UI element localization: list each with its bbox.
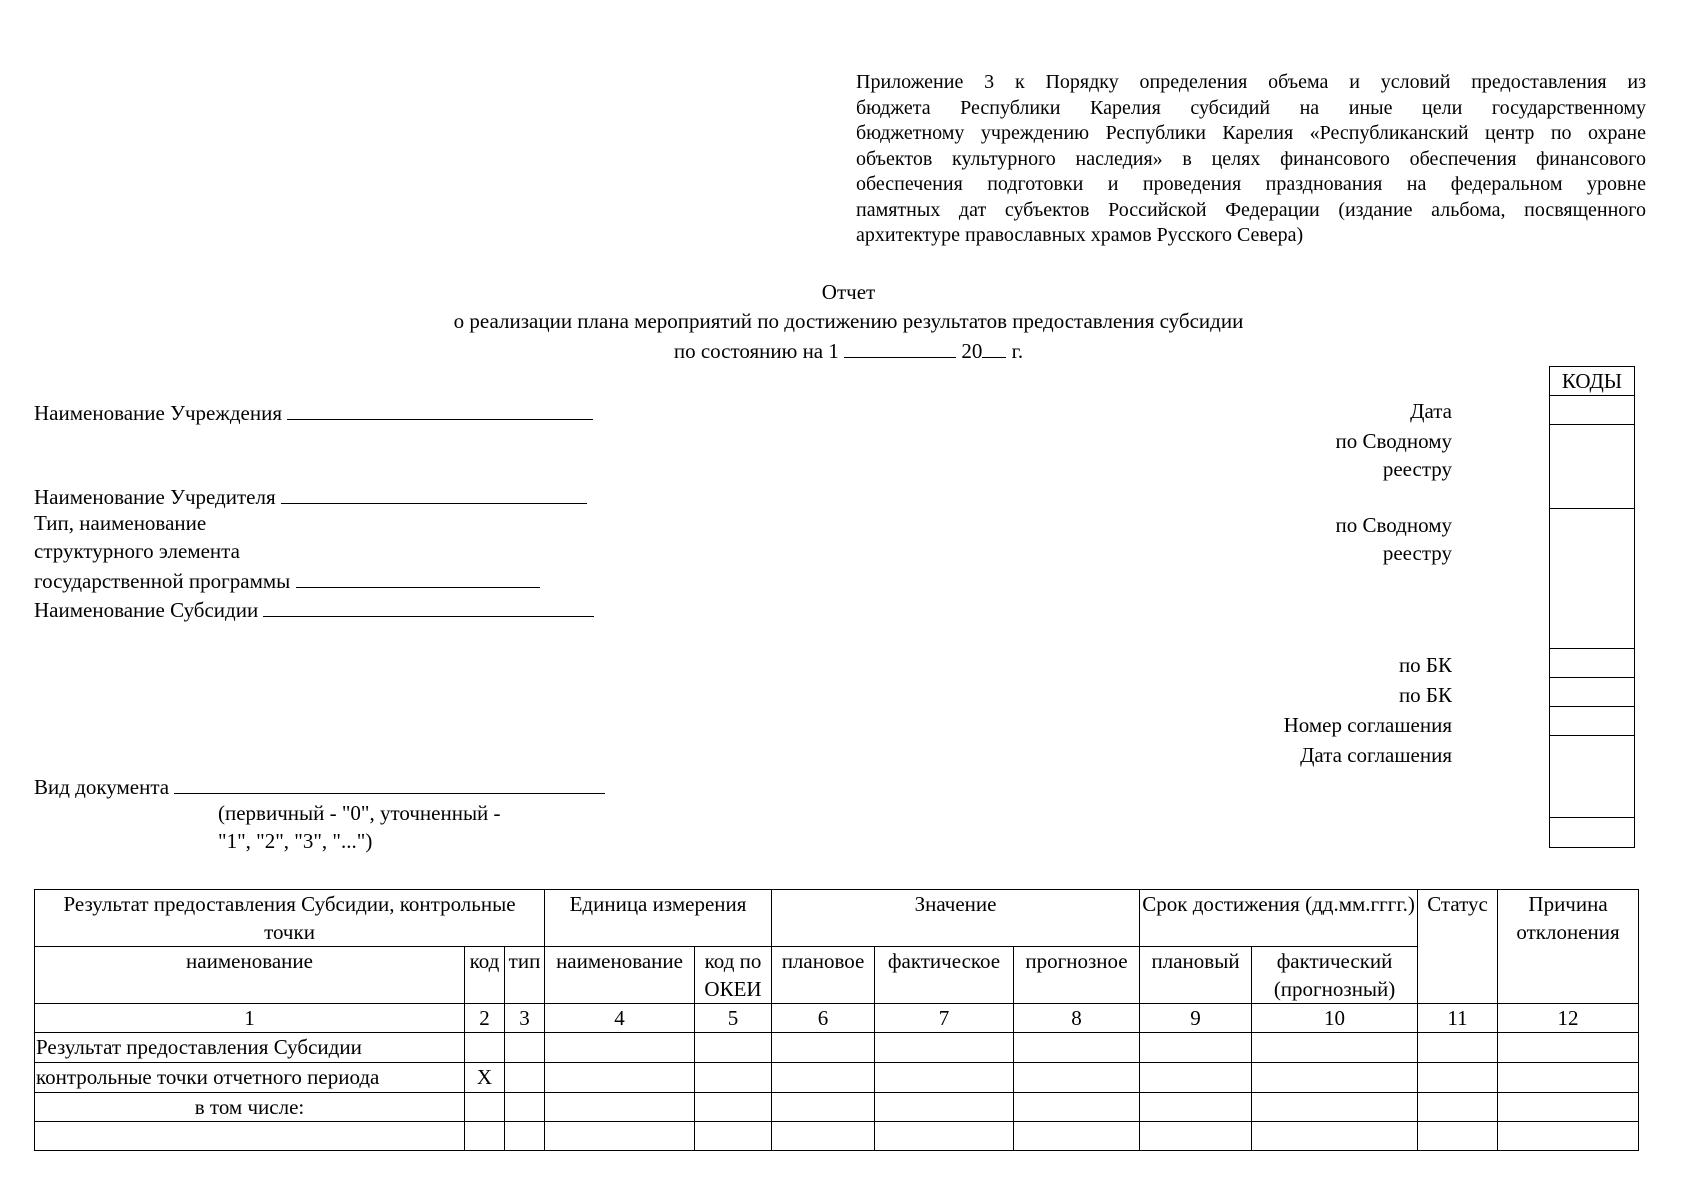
column-number: 5 xyxy=(695,1004,772,1033)
type-label-2: структурного элемента xyxy=(34,539,240,563)
table-cell[interactable] xyxy=(772,1033,875,1063)
subheader-okei: код по ОКЕИ xyxy=(695,947,772,1004)
subheader-type: тип xyxy=(505,947,545,1004)
column-number: 11 xyxy=(1418,1004,1498,1033)
table-cell[interactable] xyxy=(1252,1033,1418,1063)
codes-agreement-number-cell[interactable] xyxy=(1550,707,1635,736)
codes-table xyxy=(1549,366,1635,848)
subsidy-field xyxy=(34,596,594,623)
codes-doc-type-cell[interactable] xyxy=(1550,818,1635,848)
column-number: 3 xyxy=(505,1004,545,1033)
table-cell[interactable] xyxy=(772,1063,875,1093)
codes-registry2-label-b: реестру xyxy=(1382,541,1452,565)
table-cell[interactable] xyxy=(1140,1093,1252,1122)
table-cell[interactable] xyxy=(875,1122,1014,1151)
column-number: 8 xyxy=(1014,1004,1140,1033)
table-cell[interactable] xyxy=(505,1033,545,1063)
row-including-label: в том числе: xyxy=(35,1093,465,1122)
date-year-prefix: 20 xyxy=(961,339,983,363)
annex-line: Приложение 3 к Порядку определения объема и условий предоставления из xyxy=(856,71,1646,93)
codes-date-cell[interactable] xyxy=(1550,396,1635,425)
table-cell[interactable] xyxy=(772,1122,875,1151)
table-cell[interactable] xyxy=(465,1122,505,1151)
founder-label: Наименование Учредителя xyxy=(34,485,276,509)
table-cell[interactable] xyxy=(505,1122,545,1151)
codes-agreement-date-cell[interactable] xyxy=(1550,736,1635,818)
subsidy-label: Наименование Субсидии xyxy=(34,598,259,622)
column-number: 2 xyxy=(465,1004,505,1033)
table-cell[interactable] xyxy=(505,1093,545,1122)
founder-blank[interactable] xyxy=(281,483,587,504)
annex-line: архитектуре православных храмов Русского Севера) xyxy=(856,224,1304,246)
type-label-3: государственной программы xyxy=(34,569,291,593)
header-reason: Причина отклонения xyxy=(1498,890,1639,1004)
codes-bk1-label: по БК xyxy=(1398,653,1452,677)
table-cell[interactable] xyxy=(1252,1063,1418,1093)
row-checkpoints-code: X xyxy=(465,1063,505,1093)
institution-blank[interactable] xyxy=(287,399,593,420)
table-cell[interactable] xyxy=(1014,1093,1140,1122)
date-day-month-blank[interactable] xyxy=(844,337,956,358)
institution-label: Наименование Учреждения xyxy=(34,401,282,425)
table-cell[interactable] xyxy=(695,1033,772,1063)
table-cell[interactable] xyxy=(1140,1033,1252,1063)
date-suffix: г. xyxy=(1011,339,1024,363)
codes-bk1-cell[interactable] xyxy=(1550,649,1635,678)
table-cell[interactable] xyxy=(875,1063,1014,1093)
table-cell[interactable] xyxy=(1498,1033,1639,1063)
codes-date-label: Дата xyxy=(1410,399,1452,423)
report-subtitle: о реализации плана мероприятий по достижению результатов предоставления субсидии xyxy=(453,309,1244,333)
annex-line: обеспечения подготовки и проведения празднования на федеральном уровне xyxy=(856,173,1646,195)
column-number: 7 xyxy=(875,1004,1014,1033)
column-number: 6 xyxy=(772,1004,875,1033)
subheader-actual: фактическое xyxy=(875,947,1014,1004)
table-cell[interactable] xyxy=(695,1122,772,1151)
column-number: 4 xyxy=(545,1004,695,1033)
table-cell[interactable] xyxy=(772,1093,875,1122)
table-cell[interactable] xyxy=(1140,1122,1252,1151)
subheader-name: наименование xyxy=(35,947,465,1004)
type-label-1: Тип, наименование xyxy=(34,511,207,535)
date-prefix: по состоянию на 1 xyxy=(673,339,839,363)
table-cell[interactable] xyxy=(35,1122,465,1151)
table-cell[interactable] xyxy=(1252,1122,1418,1151)
codes-registry2-label-a: по Сводному xyxy=(1335,513,1452,537)
table-cell[interactable] xyxy=(545,1093,695,1122)
column-number: 1 xyxy=(35,1004,465,1033)
codes-bk2-cell[interactable] xyxy=(1550,678,1635,707)
founder-field xyxy=(34,483,587,510)
codes-registry1-label-b: реестру xyxy=(1382,457,1452,481)
table-cell[interactable] xyxy=(545,1033,695,1063)
date-year-blank[interactable] xyxy=(982,337,1006,358)
subheader-planned: плановое xyxy=(772,947,875,1004)
subheader-plan-term: плановый xyxy=(1140,947,1252,1004)
report-date-line xyxy=(0,337,1697,364)
report-table xyxy=(34,889,1639,1151)
column-number: 12 xyxy=(1498,1004,1639,1033)
subheader-unit-name: наименование xyxy=(545,947,695,1004)
annex-line: бюджета Республики Карелия субсидий на иные цели государственному xyxy=(856,96,1646,119)
table-cell[interactable] xyxy=(1418,1063,1498,1093)
table-cell[interactable] xyxy=(1014,1033,1140,1063)
codes-registry1-label-a: по Сводному xyxy=(1335,429,1452,453)
table-cell[interactable] xyxy=(465,1033,505,1063)
subheader-fact-term: фактический (прогнозный) xyxy=(1252,947,1418,1004)
table-cell[interactable] xyxy=(545,1063,695,1093)
table-cell[interactable] xyxy=(465,1093,505,1122)
table-cell[interactable] xyxy=(875,1033,1014,1063)
report-title: Отчет xyxy=(821,280,876,304)
row-result-label: Результат предоставления Субсидии xyxy=(35,1033,465,1063)
subheader-code: код xyxy=(465,947,505,1004)
table-cell[interactable] xyxy=(1014,1063,1140,1093)
header-value: Значение xyxy=(772,890,1140,947)
table-cell[interactable] xyxy=(1418,1093,1498,1122)
codes-header: КОДЫ xyxy=(1550,367,1635,396)
table-cell[interactable] xyxy=(695,1063,772,1093)
doc-type-field xyxy=(34,773,605,800)
codes-agreement-date-label: Дата соглашения xyxy=(1300,743,1452,767)
header-result: Результат предоставления Субсидии, контрольные точки xyxy=(35,890,545,947)
institution-field xyxy=(34,399,593,426)
subheader-forecast: прогнозное xyxy=(1014,947,1140,1004)
program-field xyxy=(34,567,540,594)
doc-type-hint-2: "1", "2", "3", "...") xyxy=(218,829,373,853)
annex-line: объектов культурного наследия» в целях финансового обеспечения финансового xyxy=(856,147,1646,170)
table-cell[interactable] xyxy=(505,1063,545,1093)
table-cell[interactable] xyxy=(695,1093,772,1122)
table-cell[interactable] xyxy=(875,1093,1014,1122)
table-cell[interactable] xyxy=(1498,1093,1639,1122)
table-cell[interactable] xyxy=(1498,1122,1639,1151)
column-number: 10 xyxy=(1252,1004,1418,1033)
annex-note xyxy=(856,70,1646,249)
codes-bk2-label: по БК xyxy=(1398,683,1452,707)
table-cell[interactable] xyxy=(1498,1063,1639,1093)
header-status: Статус xyxy=(1418,890,1498,1004)
column-number: 9 xyxy=(1140,1004,1252,1033)
table-cell[interactable] xyxy=(1418,1122,1498,1151)
codes-registry2-cell[interactable] xyxy=(1550,509,1635,649)
doc-type-label: Вид документа xyxy=(34,775,170,799)
row-checkpoints-label: контрольные точки отчетного периода xyxy=(35,1063,465,1093)
table-cell[interactable] xyxy=(1418,1033,1498,1063)
codes-agreement-number-label: Номер соглашения xyxy=(1283,713,1452,737)
header-unit: Единица измерения xyxy=(545,890,772,947)
table-cell[interactable] xyxy=(1014,1122,1140,1151)
annex-line: памятных дат субъектов Российской Федерации (издание альбома, посвященного xyxy=(856,198,1646,221)
subsidy-blank[interactable] xyxy=(263,596,594,617)
table-cell[interactable] xyxy=(1140,1063,1252,1093)
header-term: Срок достижения (дд.мм.гггг.) xyxy=(1140,890,1418,947)
doc-type-hint-1: (первичный - "0", уточненный - xyxy=(218,801,501,825)
codes-registry1-cell[interactable] xyxy=(1550,425,1635,509)
table-cell[interactable] xyxy=(1252,1093,1418,1122)
doc-type-blank[interactable] xyxy=(174,773,605,794)
annex-line: бюджетному учреждению Республики Карелия «Республиканский центр по охране xyxy=(856,122,1646,144)
program-blank[interactable] xyxy=(296,567,540,588)
table-cell[interactable] xyxy=(545,1122,695,1151)
